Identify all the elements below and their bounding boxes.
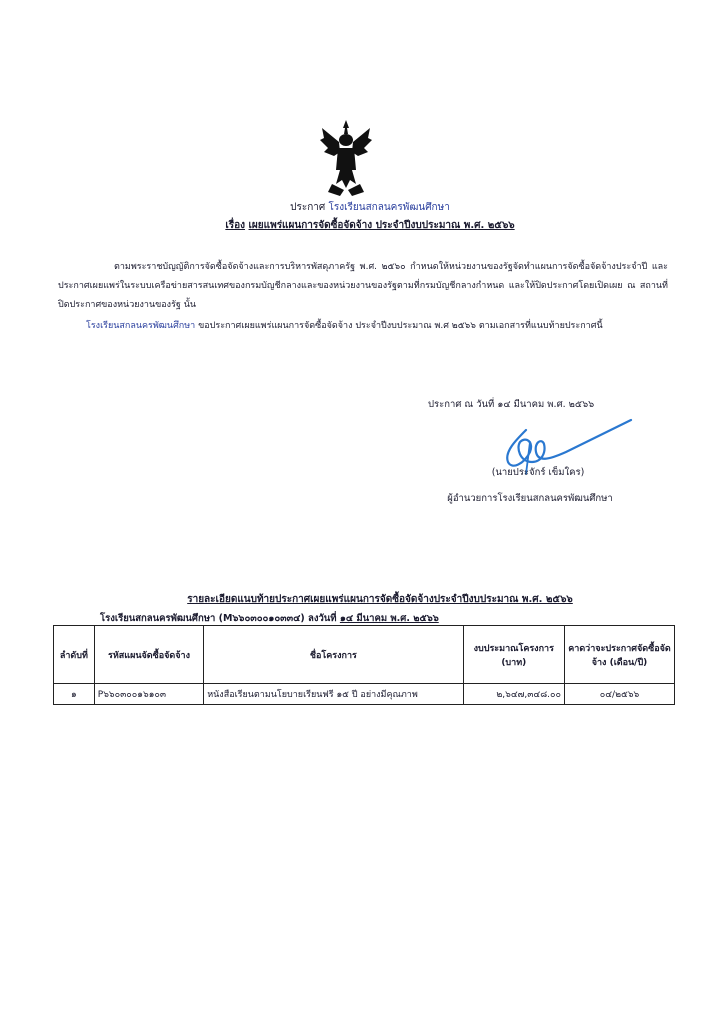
- announce-date: ประกาศ ณ วันที่ ๑๔ มีนาคม พ.ศ. ๒๕๖๖: [428, 399, 595, 410]
- cell-sequence: ๑: [54, 684, 95, 705]
- cell-project-name: หนังสือเรียนตามนโยบายเรียนฟรี ๑๕ ปี อย่างมีคุณภาพ: [204, 684, 463, 705]
- subject-text: เผยแพร่แผนการจัดซื้อจัดจ้าง ประจำปีงบประมาณ พ.ศ. ๒๕๖๖: [248, 220, 515, 231]
- announcement-heading: [8, 201, 724, 214]
- body-paragraph-2: [58, 317, 668, 336]
- attachment-school: โรงเรียนสกลนครพัฒนศึกษา (M๖๖๐๓๐๐๑๐๓๓๔) ลงวันที่: [100, 613, 337, 624]
- attachment-subtitle: [100, 611, 620, 626]
- table-row: [54, 684, 675, 705]
- header-plan-code: รหัสแผนจัดซื้อจัดจ้าง: [94, 626, 203, 684]
- school-name: โรงเรียนสกลนครพัฒนศึกษา: [328, 202, 450, 213]
- cell-budget: ๒,๖๔๗,๓๔๘.๐๐: [463, 684, 564, 705]
- signatory-position: ผู้อำนวยการโรงเรียนสกลนครพัฒนศึกษา: [447, 493, 613, 504]
- header-expected-date: คาดว่าจะประกาศจัดซื้อจัดจ้าง (เดือน/ปี): [565, 626, 675, 684]
- header-project-name: ชื่อโครงการ: [204, 626, 463, 684]
- garuda-emblem-icon: [318, 118, 374, 198]
- announcement-subject: [8, 219, 724, 232]
- paragraph-2-text: ขอประกาศเผยแพร่แผนการจัดซื้อจัดจ้าง ประจำปีงบประมาณ พ.ศ ๒๕๖๖ ตามเอกสารที่แนบท้ายประกาศนี้: [195, 321, 603, 331]
- signatory-name: (นายประจักร์ เข็มใคร): [491, 467, 585, 478]
- cell-plan-code: P๖๖๐๓๐๐๑๖๑๐๓: [94, 684, 203, 705]
- attachment-date: ๑๔ มีนาคม พ.ศ. ๒๕๖๖: [339, 613, 439, 624]
- attachment-title: รายละเอียดแนบท้ายประกาศเผยแพร่แผนการจัดซื้อจัดจ้างประจำปีงบประมาณ พ.ศ. ๒๕๖๖: [187, 594, 573, 605]
- header-sequence: ลำดับที่: [54, 626, 95, 684]
- announcement-prefix: ประกาศ: [290, 202, 326, 213]
- body-paragraph-1: ตามพระราชบัญญัติการจัดซื้อจัดจ้างและการบริหารพัสดุภาครัฐ พ.ศ. ๒๕๖๐ กำหนดให้หน่วยงานของรัฐจัดทำแผนการจัดซื้อจัดจ้างประจำปี และประกาศเผยแพร่ในระบบเครือข่ายสารสนเทศของกรมบัญชีกลางและของหน่วยงานของรัฐตามที่กรมบัญชีกลางกำหนด และให้ปิดประกาศโดยเปิดเผย ณ สถานที่ปิดประกาศของหน่วยงานของรัฐ นั้น: [58, 262, 668, 310]
- subject-label: เรื่อง: [225, 220, 246, 231]
- header-budget: งบประมาณโครงการ (บาท): [463, 626, 564, 684]
- procurement-plan-table: [53, 625, 675, 705]
- paragraph-2-school: โรงเรียนสกลนครพัฒนศึกษา: [86, 321, 196, 331]
- table-header-row: [54, 626, 675, 684]
- cell-expected-date: ๐๔/๒๕๖๖: [565, 684, 675, 705]
